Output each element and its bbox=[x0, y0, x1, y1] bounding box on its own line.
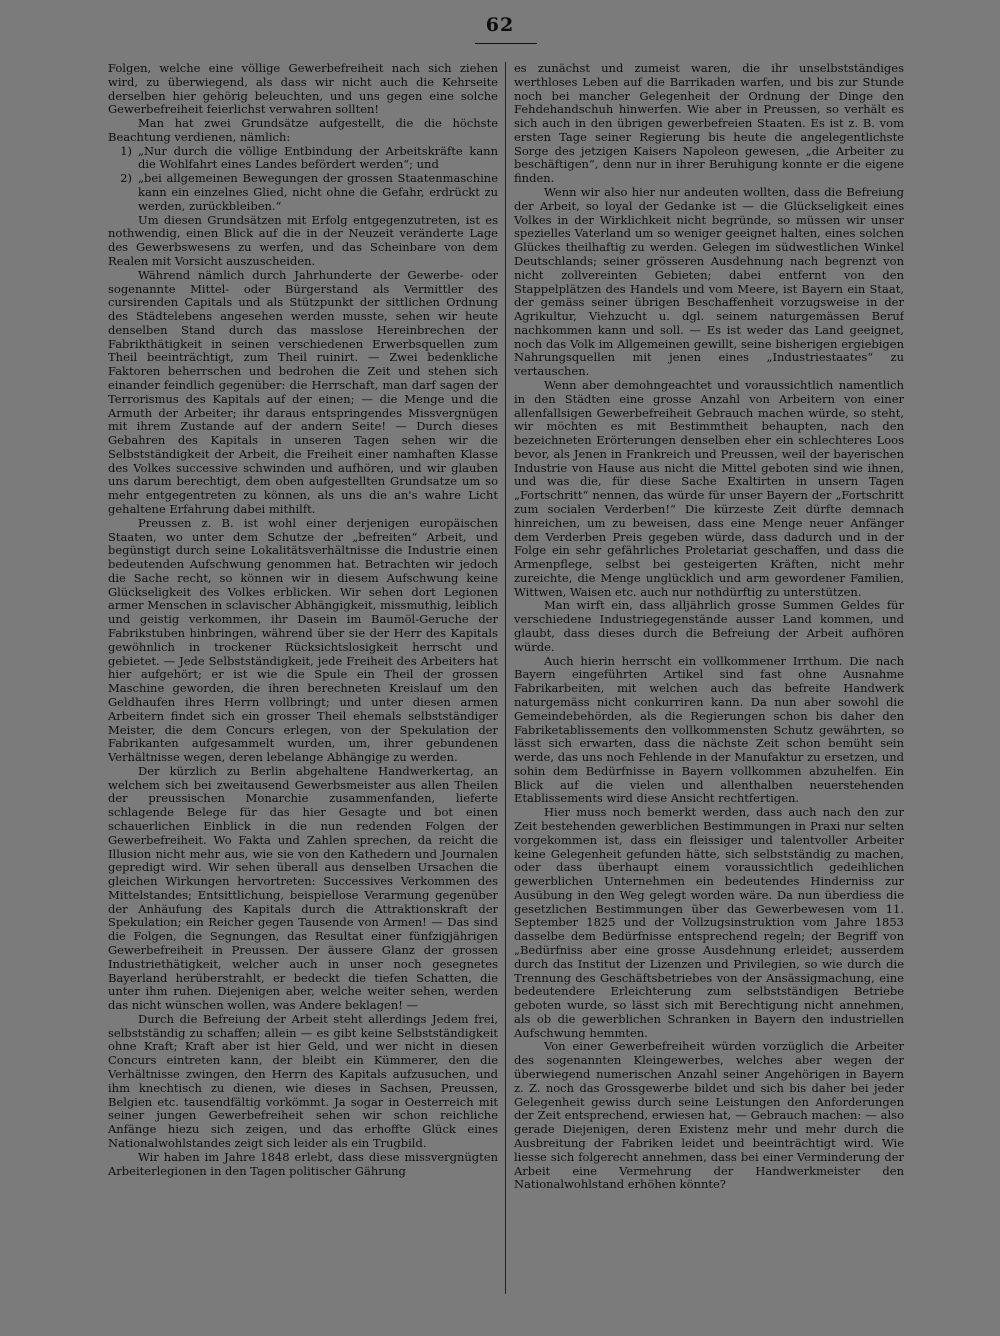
paragraph: Wenn wir also hier nur andeuten wollten, dass die Befreiung der Arbeit, so loyal der Gedanke ist — die Glückseligkeit eines Volkes in der Wirklichkeit nicht begründe, so müssen wir unser spezielles Vaterland um so weniger geeignet halten, eines solchen Glückes theilhaftig zu werden. Gelegen im südwestlichen Winkel Deutschlands; seiner grösseren Ausdehnung nach begrenzt von nicht zollvereinten Gebieten; dabei entfernt von den Stappelplätzen des Handels und vom Meere, ist Bayern ein Staat, der gemäss seiner übrigen Beschaffenheit vorzugsweise in der Agrikultur, Viehzucht u. dgl. seinem naturgemässen Beruf nachkommen kann und soll. — Es ist weder das Land geeignet, noch das Volk im Allgemeinen gewillt, seine bisherigen ergiebigen Nahrungsquellen mit jenen eines „Industriestaates“ zu vertauschen. bbox=[514, 185, 904, 379]
paragraph: Durch die Befreiung der Arbeit steht allerdings Jedem frei, selbstständig zu schaffen; allein — es gibt keine Selbstständigkeit ohne Kraft; Kraft aber ist hier Geld, und wer nicht in diesen Concurs eintreten kann, der bleibt ein Kümmerer, den die Verhältnisse zwingen, den Herrn des Kapitals aufzusuchen, und ihm knechtisch zu dienen, wie dieses in Sachsen, Preussen, Belgien etc. tausendfältig vorkömmt. Ja sogar in Oesterreich mit seiner jungen Gewerbefreiheit sehen wir schon reichliche Anfänge hiezu sich zeigen, und das erhoffte Glück eines Nationalwohlstandes zeigt sich leider als ein Trugbild. bbox=[108, 1011, 498, 1150]
list-item bbox=[108, 145, 498, 173]
paragraph: Man wirft ein, dass alljährlich grosse Summen Geldes für verschiedene Industriegegenstände ausser Land kommen, und glaubt, dass dieses durch die Befreiung der Arbeit aufhören würde. bbox=[514, 598, 904, 654]
paragraph: Hier muss noch bemerkt werden, dass auch nach den zur Zeit bestehenden gewerblichen Bestimmungen in Praxi nur selten vorgekommen ist, dass ein fleissiger und talentvoller Arbeiter keine Gelegenheit gefunden hätte, sich selbstständig zu machen, oder dass überhaupt einem voraussichtlich gedeihlichen gewerblichen Unternehmen ein bedeutendes Hinderniss zur Ausübung in den Weg gelegt worden wäre. Da nun überdiess die gesetzlichen Bestimmungen über das Gewerbewesen vom 11. September 1825 und der Vollzugsinstruktion vom Jahre 1853 dasselbe dem Bedürfnisse entsprechend regeln; der Begriff von „Bedürfniss aber eine grosse Ausdehnung erleidet; ausserdem durch das Institut der Lizenzen und Privilegien, so wie durch die Trennung des Geschäftsbetriebes von der Ansässigmachung, eine bedeutendere Erleichterung zum selbstständigen Betriebe geboten wurde, so lässt sich mit Berechtigung nicht annehmen, als ob die gewerblichen Schranken in Bayern den industriellen Aufschwung hemmten. bbox=[514, 805, 904, 1040]
page-number: 62 bbox=[485, 14, 515, 36]
left-column bbox=[108, 62, 498, 1302]
paragraph: Preussen z. B. ist wohl einer derjenigen europäischen Staaten, wo unter dem Schutze der „befreiten“ Arbeit, und begünstigt durch seine Lokalitätsverhältnisse die Industrie einen bedeutenden Aufschwung genommen hat. Betrachten wir jedoch die Sache recht, so können wir in diesem Aufschwung keine Glückseligkeit des Volkes erblicken. Wir sehen dort Legionen armer Menschen in sclavischer Abhängigkeit, missmuthig, leiblich und geistig verkommen, ihr Dasein im Baumöl-Geruche der Fabrikstuben hinbringen, während über sie der Herr des Kapitals gewöhnlich in trockener Rücksichtslosigkeit herrscht und gebietet. — Jede Selbstständigkeit, jede Freiheit des Arbeiters hat hier aufgehört; er ist wie die Spule ein Theil der grossen Maschine geworden, die ihren berechneten Kreislauf um den Geldhaufen ihres Herrn vollbringt; und unter diesen armen Arbeitern findet sich ein grosser Theil ehemals selbstständiger Meister, die dem Concurs erlegen, von der Spekulation der Fabrikanten aufgesammelt wurden, um, ihrer gebundenen Verhältnisse wegen, deren lebelange Abhängige zu werden. bbox=[108, 515, 498, 765]
paragraph: Um diesen Grundsätzen mit Erfolg entgegenzutreten, ist es nothwendig, einen Blick auf die in der Neuzeit veränderte Lage des Gewerbswesens zu werfen, und das Scheinbare von dem Realen mit Vorsicht auszuscheiden. bbox=[108, 212, 498, 268]
paragraph: Auch hierin herrscht ein vollkommener Irrthum. Die nach Bayern eingeführten Artikel sind fast ohne Ausnahme Fabrikarbeiten, mit welchen auch das befreite Handwerk naturgemäss nicht conkurriren kann. Da nun aber sowohl die Gemeindebehörden, als die Regierungen schon bis daher den Fabriketablissements den vollkommensten Schutz gewährten, so lässt sich erwarten, dass die nächste Zeit schon bemüht sein werde, das uns noch Fehlende in der Manufaktur zu ersetzen, und sohin dem Bedürfnisse in Bayern vollkommen abzuhelfen. Ein Blick auf die vielen und allenthalben neuerstehenden Etablissements wird diese Ansicht rechtfertigen. bbox=[514, 653, 904, 806]
list-number: 1) bbox=[120, 143, 132, 158]
list-item bbox=[108, 172, 498, 213]
list-text: „bei allgemeinen Bewegungen der grossen Staatenmaschine kann ein einzelnes Glied, nicht ohne die Gefahr, erdrückt zu werden, zurückbleiben.“ bbox=[138, 171, 498, 213]
paragraph: Folgen, welche eine völlige Gewerbefreiheit nach sich ziehen wird, zu überwiegend, als dass wir nicht auch die Kehrseite derselben hier gehörig beleuchten, und uns gegen eine solche Gewerbefreiheit feierlichst verwahren sollten! bbox=[108, 62, 498, 117]
paragraph: Wir haben im Jahre 1848 erlebt, dass diese missvergnügten Arbeiterlegionen in den Tagen politischer Gährung bbox=[108, 1149, 498, 1178]
column-divider bbox=[505, 62, 506, 1294]
paragraph: Man hat zwei Grundsätze aufgestellt, die die höchste Beachtung verdienen, nämlich: bbox=[108, 116, 498, 144]
paragraph: es zunächst und zumeist waren, die ihr unselbstständiges werthloses Leben auf die Barrikaden warfen, und bis zur Stunde noch bei mancher Gelegenheit der Ordnung der Dinge den Fehdehandschuh hinwerfen. Wie aber in Preussen, so verhält es sich auch in den übrigen gewerbefreien Staaten. Es ist z. B. vom ersten Tage seiner Regierung bis heute die angelegentlichste Sorge des jetzigen Kaisers Napoleon gewesen, „die Arbeiter zu beschäftigen“, denn nur in ihrer Beruhigung konnte er die eigene finden. bbox=[514, 62, 904, 186]
list-text: „Nur durch die völlige Entbindung der Arbeitskräfte kann die Wohlfahrt eines Landes befördert werden“; und bbox=[138, 143, 498, 172]
header-rule bbox=[475, 43, 537, 44]
right-column bbox=[514, 62, 904, 1302]
paragraph: Von einer Gewerbefreiheit würden vorzüglich die Arbeiter des sogenannten Kleingewerbes, welches aber wegen der überwiegend numerischen Anzahl seiner Angehörigen in Bayern z. Z. noch das Grossgewerbe bildet und sich bis daher bei jeder Gelegenheit gewiss durch seine Leistungen den Anforderungen der Zeit entsprechend, erwiesen hat, — Gebrauch machen: — also gerade Diejenigen, deren Existenz mehr und mehr durch die Ausbreitung der Fabriken leidet und beeinträchtigt wird. Wie liesse sich folgerecht annehmen, dass bei einer Verminderung der Arbeit eine Vermehrung der Handwerkmeister den Nationalwohlstand erhöhen könnte? bbox=[514, 1039, 904, 1192]
paragraph: Der kürzlich zu Berlin abgehaltene Handwerkertag, an welchem sich bei zweitausend Gewerbsmeister aus allen Theilen der preussischen Monarchie zusammenfanden, lieferte schlagende Belege für das hier Gesagte und bot einen schauerlichen Einblick in die nun redenden Folgen der Gewerbefreiheit. Wo Fakta und Zahlen sprechen, da reicht die Illusion nicht mehr aus, wie sie von den Kathedern und Journalen gepredigt wird. Wir sehen überall aus denselben Ursachen die gleichen Wirkungen hervortreten: Successives Verkommen des Mittelstandes; Entsittlichung, beispiellose Verarmung gegenüber der Anhäufung des Kapitals durch die Attraktionskraft der Spekulation; ein Reicher gegen Tausende von Armen! — Das sind die Folgen, die Segnungen, das Resultat einer fünfzigjährigen Gewerbefreiheit in Preussen. Der äussere Glanz der grossen Industriethätigkeit, welcher auch in unser noch gesegnetes Bayerland herüberstrahlt, er bedeckt die tiefen Schatten, die unter ihm ruhen. Diejenigen aber, welche weiter sehen, werden das nicht wünschen wollen, was Andere beklagen! — bbox=[108, 763, 498, 1013]
paragraph: Während nämlich durch Jahrhunderte der Gewerbe- oder sogenannte Mittel- oder Bürgerstand als Vermittler des cursirenden Capitals und als Stützpunkt der sittlichen Ordnung des Städtelebens angesehen werden musste, sehen wir heute denselben Stand durch das masslose Hereinbrechen der Fabrikthätigkeit in seinen verschiedenen Erwerbsquellen zum Theil beeinträchtigt, zum Theil ruinirt. — Zwei bedenkliche Faktoren beherrschen und bedrohen die Zeit und stehen sich einander feindlich gegenüber: die Herrschaft, man darf sagen der Terrorismus des Kapitals auf der einen; — die Menge und die Armuth der Arbeiter; ihr daraus entspringendes Missvergnügen mit ihrem Zustande auf der andern Seite! — Durch dieses Gebahren des Kapitals in unseren Tagen sehen wir die Selbstständigkeit der Arbeit, die Freiheit einer namhaften Klasse des Volkes successive schwinden und aufhören, und wir glauben uns darum berechtigt, dem oben aufgestellten Grundsatze um so mehr entgegentreten zu können, als uns die an's wahre Licht gehaltene Erfahrung dabei mithilft. bbox=[108, 267, 498, 516]
list-number: 2) bbox=[120, 171, 132, 186]
paragraph: Wenn aber demohngeachtet und voraussichtlich namentlich in den Städten eine grosse Anzahl von Arbeitern von einer allenfallsigen Gewerbefreiheit Gebrauch machen würde, so steht, wir möchten es mit Bestimmtheit behaupten, nach den bezeichneten Erörterungen denselben eher ein schlechteres Loos bevor, als Jenen in Frankreich und Preussen, weil der bayerischen Industrie von Hause aus nicht die Mittel geboten sind wie ihnen, und was die, für diese Sache Exaltirten in unsern Tagen „Fortschritt“ nennen, das würde für unser Bayern der „Fortschritt zum socialen Verderben!“ Die kürzeste Zeit dürfte demnach hinreichen, um zu beweisen, dass eine Menge neuer Anfänger dem Verderben Preis gegeben würde, dass dadurch und in der Folge ein sehr gefährliches Proletariat geschaffen, und dass die Armenpflege, selbst bei gesteigerten Kräften, nicht mehr zureichte, die Menge unglücklich und arm gewordener Familien, Wittwen, Waisen etc. auch nur nothdürftig zu unterstützen. bbox=[514, 377, 904, 599]
